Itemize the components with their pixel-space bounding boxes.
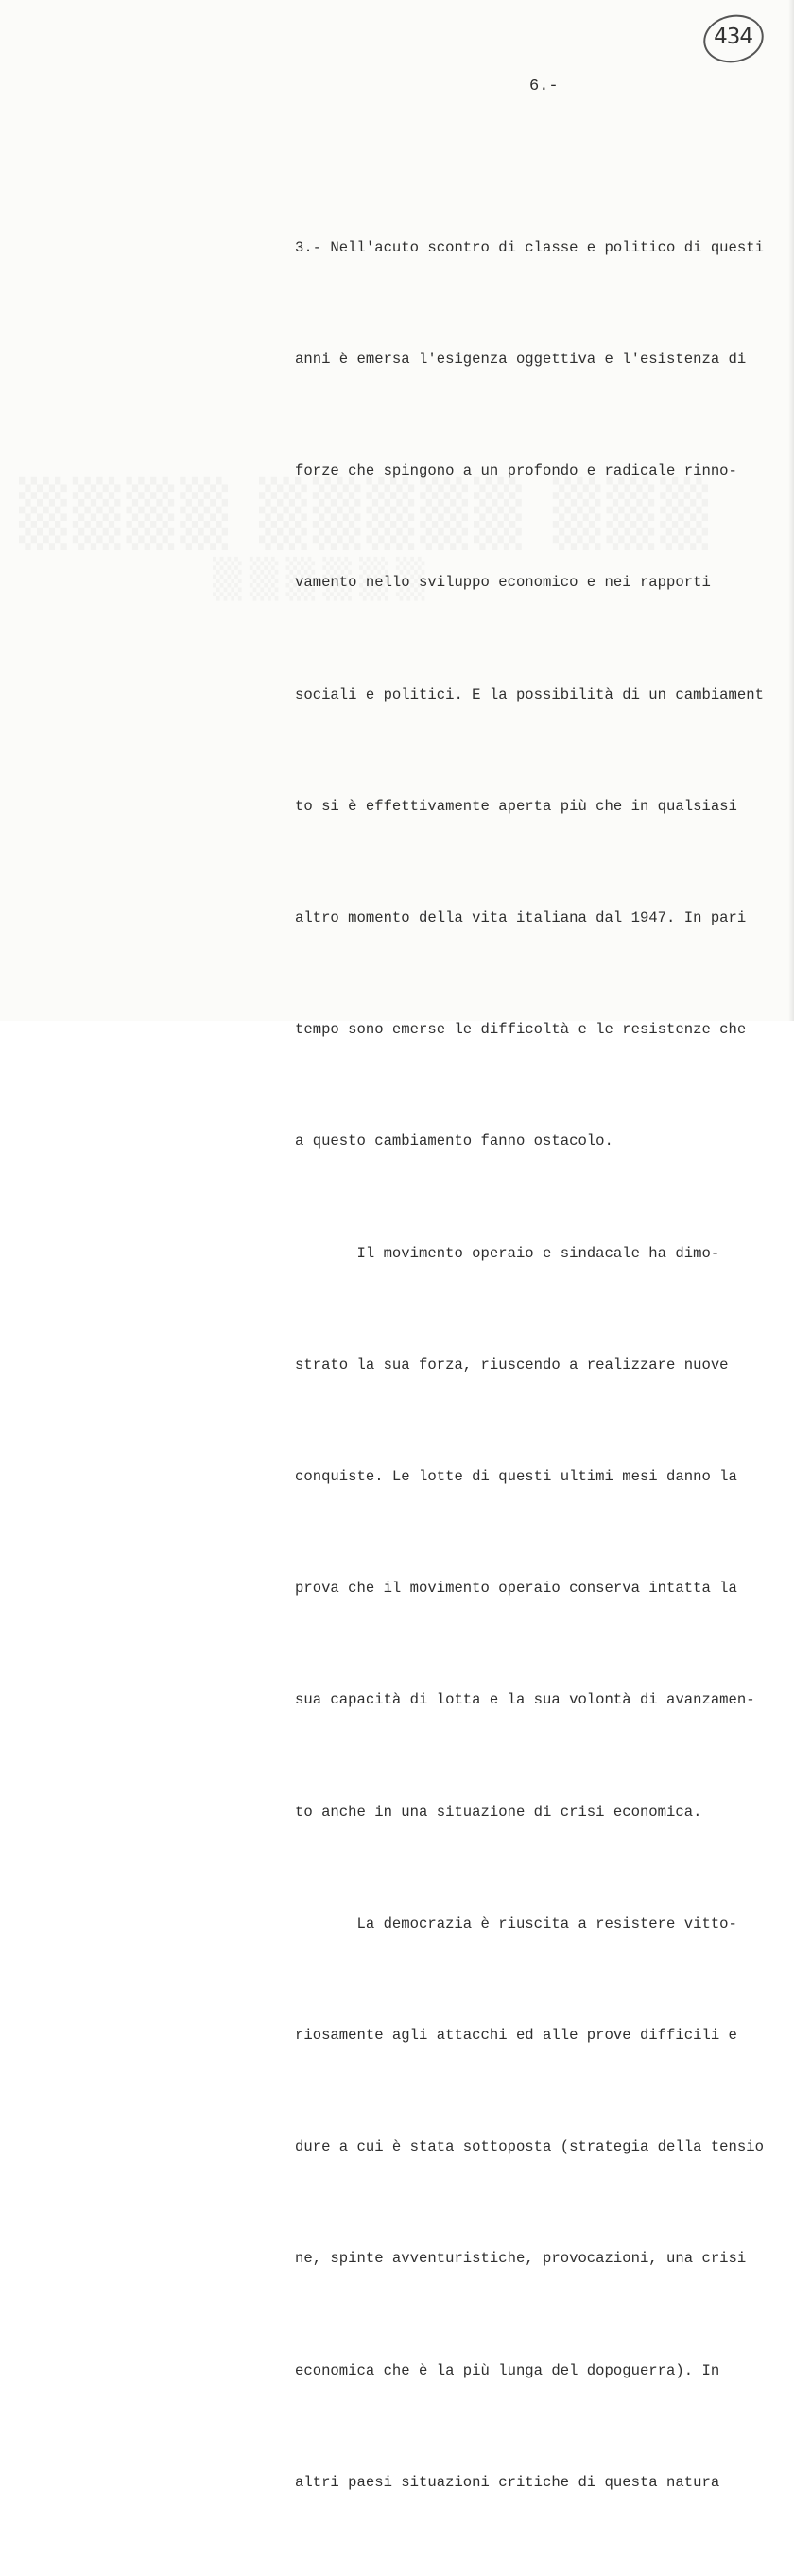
text-line: strato la sua forza, riuscendo a realizzare nuove — [295, 1356, 729, 1374]
text-line: to si è effettivamente aperta più che in qualsiasi — [295, 797, 737, 815]
page-number: 6.- — [529, 78, 559, 95]
text-line: sociali e politici. E la possibilità di un cambiament — [295, 685, 764, 703]
text-line: anni è emersa l'esigenza oggettiva e l'esistenza di — [295, 351, 747, 369]
folio-stamp-number: 434 — [714, 25, 753, 50]
text-line: prova che il movimento operaio conserva intatta la — [295, 1580, 737, 1598]
typed-text-body — [295, 155, 794, 2576]
text-line: a questo cambiamento fanno ostacolo. — [295, 1132, 613, 1150]
text-line: altro momento della vita italiana dal 1947. In pari — [295, 909, 747, 927]
text-line: vamento nello sviluppo economico e nei rapporti — [295, 574, 711, 592]
text-line: La democrazia è riuscita a resistere vitto- — [295, 1914, 737, 1932]
text-line: dure a cui è stata sottoposta (strategia della tensio — [295, 2138, 764, 2156]
text-line: riosamente agli attacchi ed alle prove difficili e — [295, 2027, 737, 2045]
text-line: altri paesi situazioni critiche di questa natura — [295, 2473, 720, 2491]
text-line: Il movimento operaio e sindacale ha dimo- — [295, 1244, 720, 1262]
text-line: conquiste. Le lotte di questi ultimi mesi danno la — [295, 1468, 737, 1486]
text-line: forze che spingono a un profondo e radicale rinno- — [295, 462, 737, 480]
folio-stamp — [699, 9, 768, 68]
text-line: ne, spinte avventuristiche, provocazioni, una crisi — [295, 2250, 747, 2268]
text-line: tempo sono emerse le difficoltà e le resistenze che — [295, 1021, 747, 1039]
text-line: sua capacità di lotta e la sua volontà di avanzamen- — [295, 1691, 755, 1709]
text-line: economica che è la più lunga del dopoguerra). In — [295, 2361, 720, 2379]
text-line: 3.- Nell'acuto scontro di classe e politico di questi — [295, 238, 764, 256]
text-line: to anche in una situazione di crisi economica. — [295, 1803, 702, 1821]
